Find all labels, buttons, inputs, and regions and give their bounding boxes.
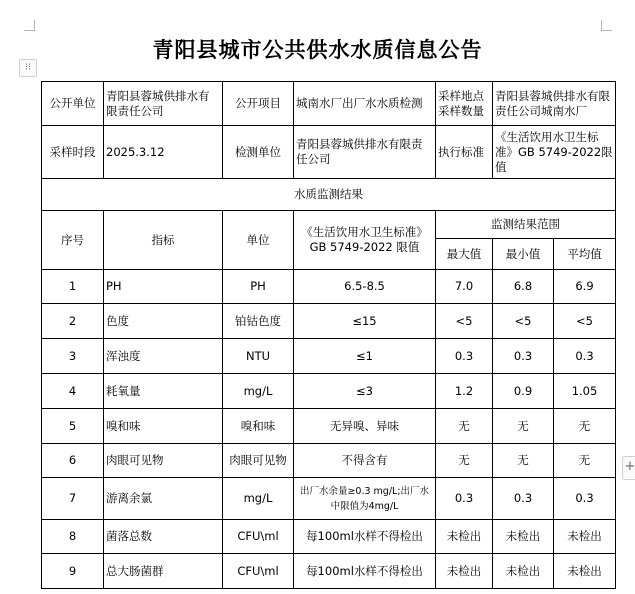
table-row [42, 444, 616, 478]
table-row [42, 554, 616, 589]
cell-unit: CFU\ml [223, 554, 294, 589]
cell-unit: CFU\ml [223, 520, 294, 554]
header-max: 最大值 [436, 239, 493, 270]
cell-indicator: 耗氧量 [104, 374, 223, 409]
add-column-icon[interactable]: + [622, 456, 635, 480]
cell-min: 未检出 [493, 520, 554, 554]
sampling-value: 青阳县蓉城供排水有限责任公司城南水厂 [493, 82, 616, 126]
cell-unit: 嗅和味 [223, 409, 294, 444]
cell-max: 0.3 [436, 339, 493, 374]
cell-limit: ≤1 [294, 339, 436, 374]
cell-limit: 6.5-8.5 [294, 270, 436, 304]
cell-unit: 肉眼可见物 [223, 444, 294, 478]
page-title: 青阳县城市公共供水水质信息公告 [152, 38, 483, 62]
publisher-value: 青阳县蓉城供排水有限责任公司 [104, 82, 223, 126]
standard-value: 《生活饮用水卫生标准》GB 5749-2022限值 [493, 126, 616, 179]
cell-unit: mg/L [223, 374, 294, 409]
sampling-label: 采样地点采样数量 [436, 82, 493, 126]
cell-limit: 无异嗅、异味 [294, 409, 436, 444]
cell-min: 0.9 [493, 374, 554, 409]
cell-avg: 0.3 [554, 339, 616, 374]
unit-value: 青阳县蓉城供排水有限责任公司 [294, 126, 436, 179]
cell-no: 5 [42, 409, 104, 444]
cell-no: 2 [42, 304, 104, 339]
period-value: 2025.3.12 [104, 126, 223, 179]
cell-indicator: 嗅和味 [104, 409, 223, 444]
table-row [42, 304, 616, 339]
cell-unit: PH [223, 270, 294, 304]
header-limit: 《生活饮用水卫生标准》GB 5749-2022 限值 [294, 211, 436, 270]
cell-avg: 未检出 [554, 520, 616, 554]
cell-max: <5 [436, 304, 493, 339]
cell-min: 未检出 [493, 554, 554, 589]
cell-min: 无 [493, 444, 554, 478]
info-row-2 [42, 126, 616, 179]
cell-min: 6.8 [493, 270, 554, 304]
cell-indicator: PH [104, 270, 223, 304]
table-row [42, 478, 616, 520]
table-row [42, 520, 616, 554]
page-corner-mark-right [601, 20, 612, 31]
cell-no: 4 [42, 374, 104, 409]
cell-limit: 每100ml水样不得检出 [294, 554, 436, 589]
cell-limit: 出厂水余量≥0.3 mg/L;出厂水中限值为4mg/L [294, 478, 436, 520]
cell-no: 6 [42, 444, 104, 478]
table-row [42, 374, 616, 409]
cell-indicator: 总大肠菌群 [104, 554, 223, 589]
table-row [42, 339, 616, 374]
cell-min: <5 [493, 304, 554, 339]
cell-avg: <5 [554, 304, 616, 339]
period-label: 采样时段 [42, 126, 104, 179]
cell-avg: 无 [554, 409, 616, 444]
standard-label: 执行标准 [436, 126, 493, 179]
header-no: 序号 [42, 211, 104, 270]
section-title: 水质监测结果 [42, 179, 616, 211]
cell-limit: ≤3 [294, 374, 436, 409]
cell-indicator: 菌落总数 [104, 520, 223, 554]
cell-no: 1 [42, 270, 104, 304]
cell-avg: 6.9 [554, 270, 616, 304]
item-label: 公开项目 [223, 82, 294, 126]
header-unit: 单位 [223, 211, 294, 270]
item-value: 城南水厂出厂水水质检测 [294, 82, 436, 126]
header-range: 监测结果范围 [436, 211, 616, 239]
cell-unit: NTU [223, 339, 294, 374]
cell-avg: 1.05 [554, 374, 616, 409]
cell-avg: 未检出 [554, 554, 616, 589]
cell-indicator: 游离余氯 [104, 478, 223, 520]
cell-unit: mg/L [223, 478, 294, 520]
cell-unit: 铂钴色度 [223, 304, 294, 339]
header-min: 最小值 [493, 239, 554, 270]
table-row [42, 270, 616, 304]
table-move-handle-icon[interactable]: ⁝⁝ [19, 59, 37, 77]
cell-avg: 0.3 [554, 478, 616, 520]
header-indicator: 指标 [104, 211, 223, 270]
cell-indicator: 浑浊度 [104, 339, 223, 374]
page-corner-mark-left [24, 20, 35, 31]
cell-no: 7 [42, 478, 104, 520]
cell-max: 1.2 [436, 374, 493, 409]
water-quality-table [41, 81, 616, 589]
cell-limit: 每100ml水样不得检出 [294, 520, 436, 554]
header-row [42, 211, 616, 239]
info-row-1 [42, 82, 616, 126]
publisher-label: 公开单位 [42, 82, 104, 126]
header-avg: 平均值 [554, 239, 616, 270]
cell-indicator: 色度 [104, 304, 223, 339]
cell-limit: 不得含有 [294, 444, 436, 478]
cell-min: 0.3 [493, 339, 554, 374]
cell-max: 无 [436, 409, 493, 444]
cell-no: 9 [42, 554, 104, 589]
section-title-row [42, 179, 616, 211]
table-row [42, 409, 616, 444]
cell-avg: 无 [554, 444, 616, 478]
cell-indicator: 肉眼可见物 [104, 444, 223, 478]
cell-max: 无 [436, 444, 493, 478]
cell-no: 8 [42, 520, 104, 554]
unit-label: 检测单位 [223, 126, 294, 179]
cell-max: 未检出 [436, 554, 493, 589]
cell-max: 未检出 [436, 520, 493, 554]
cell-max: 0.3 [436, 478, 493, 520]
cell-min: 0.3 [493, 478, 554, 520]
cell-min: 无 [493, 409, 554, 444]
cell-max: 7.0 [436, 270, 493, 304]
cell-no: 3 [42, 339, 104, 374]
cell-limit: ≤15 [294, 304, 436, 339]
